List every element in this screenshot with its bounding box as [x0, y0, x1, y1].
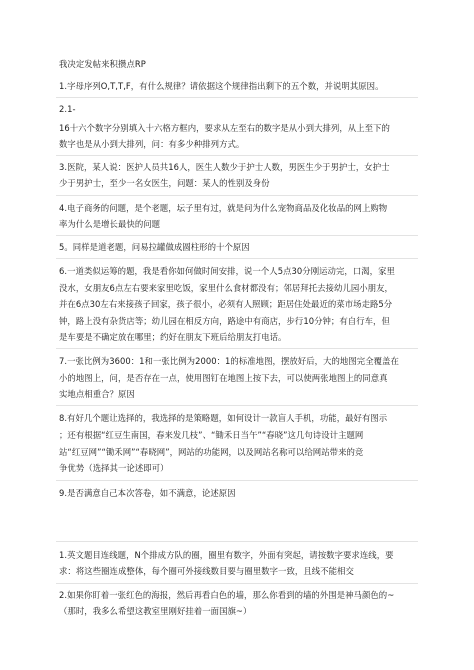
question-4-line-1: 4.电子商务的问题，是个老题，坛子里有过，就是问为什么宠物商品及化妆品的网上购物	[59, 203, 388, 213]
divider	[56, 258, 418, 259]
question-1: 1.字母序列O,T,T,F，有什么规律？请依据这个规律指出剩下的五个数，并说明其原因。	[59, 81, 384, 91]
divider	[56, 97, 418, 98]
question-6-line-5: 是车要是不确定放在哪里；约好在朋友下班后给朋友打电话。	[59, 332, 287, 342]
second-question-2-line-2: （那时，我多么希望这教室里刚好挂着一面国旗~）	[59, 606, 252, 616]
question-8-line-3: 站“红豆网”“锄禾网”“春晓网”，网站的功能网，以及网站名称可以给网站带来的竞	[59, 447, 364, 457]
question-8-line-4: 争优势（选择其一论述即可）	[59, 463, 169, 473]
divider	[56, 541, 418, 542]
divider	[56, 195, 418, 196]
question-3-line-1: 3.医院，某人说：医护人员共16人，医生人数少于护士人数，男医生少于男护士，女护士	[59, 162, 390, 172]
divider	[56, 348, 418, 349]
document-title: 我决定发帖来积攒点RP	[59, 59, 146, 69]
question-8-line-1: 8.有好几个题让选择的，我选择的是策略题，如何设计一款盲人手机，功能，最好有图示	[59, 413, 388, 423]
question-3-line-2: 少于男护士，至少一名女医生，问题：某人的性别及身份	[59, 178, 270, 188]
second-question-1-line-2: 求：将这些圈连成整体，每个圈可外接线数目要与圈里数字一致，且线不能相交	[59, 566, 354, 576]
second-question-2-line-1: 2.如果你盯着一张红色的海报，然后再看白色的墙，那么你看到的墙的外围是神马颜色的~	[59, 590, 395, 600]
divider	[56, 155, 418, 156]
divider	[56, 405, 418, 406]
question-2-line-2: 16十六个数字分别填入十六格方框内，要求从左至右的数字是从小到大排列，从上至下的	[59, 123, 390, 133]
question-5: 5。同样是道老题，问易拉罐做成圆柱形的十个原因	[59, 242, 250, 252]
second-question-1-line-1: 1.英文题目连线题，N个排成方队的圈，圈里有数字，外面有突起，请按数字要求连线，要	[59, 550, 394, 560]
question-2-line-3: 数字也是从小到大排列，问：有多少种排列方式。	[59, 139, 245, 149]
divider	[56, 480, 418, 481]
question-7-line-3: 实地点相重合？原因	[59, 389, 135, 399]
question-9: 9.是否满意自己本次答卷，如不满意，论述原因	[59, 488, 236, 498]
question-7-line-1: 7.一张比例为3600：1和一张比例为2000：1的标准地图，摆放好后，大的地图完全覆盖在	[59, 356, 399, 366]
question-4-line-2: 率为什么是增长最快的问题	[59, 219, 161, 229]
question-6-line-3: 并在6点30左右来接孩子回家，孩子很小，必须有人照顾；距居住处最近的菜市场走路5分	[59, 299, 393, 309]
question-2-line-1: 2.1-	[59, 104, 76, 114]
question-7-line-2: 小的地图上，问，是否存在一点，使用图钉在地图上按下去，可以使两张地图上的同意真	[59, 373, 388, 383]
divider	[56, 235, 418, 236]
divider	[56, 583, 418, 584]
question-8-line-2: ；还有根据“红豆生南国，春来发几枝”、“锄禾日当午”“春晓”这几句诗设计主题网	[59, 430, 364, 440]
question-6-line-4: 钟，路上没有杂货店等；幼儿园在相反方向，路途中有商店，步行10分钟；有自行车，但	[59, 316, 390, 326]
question-6-line-2: 没水，女朋友6点左右要来家里吃饭，家里什么食材都没有；邻居拜托去接幼儿园小朋友，	[59, 283, 393, 293]
question-6-line-1: 6.一道类似运筹的题，我是看你如何做时间安排，说一个人5点30分刚运动完，口渴，家里	[59, 266, 395, 276]
